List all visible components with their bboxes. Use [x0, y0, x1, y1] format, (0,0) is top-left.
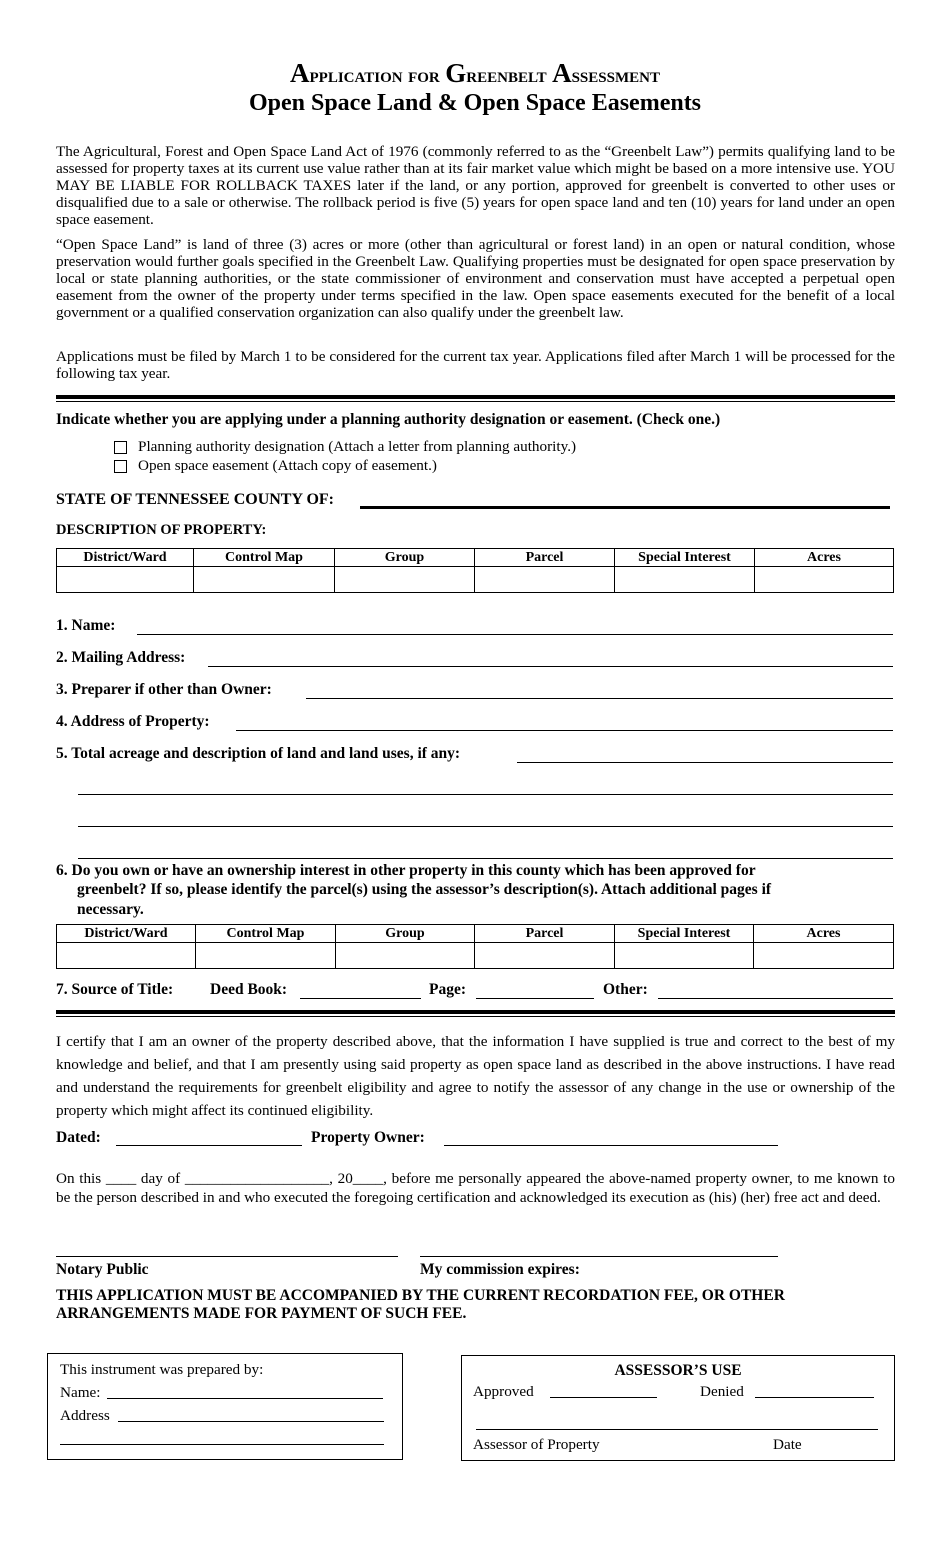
fee-notice: THIS APPLICATION MUST BE ACCOMPANIED BY THE CURRENT RECORDATION FEE, OR OTHER ARRANGEMENTS MADE FOR PAYMENT OF SUCH FEE. [56, 1287, 785, 1322]
dated-input[interactable] [116, 1145, 302, 1146]
table-cell[interactable] [615, 567, 755, 593]
assessor-of-property-label: Assessor of Property [473, 1436, 600, 1453]
deed-book-input[interactable] [300, 998, 421, 999]
divider [56, 401, 895, 402]
col-parcel: Parcel [475, 925, 615, 943]
prepared-address-input-line-2[interactable] [60, 1444, 384, 1445]
col-control-map: Control Map [196, 925, 336, 943]
total-acreage-input-line-3[interactable] [78, 826, 893, 827]
property-description-table [56, 548, 894, 593]
denied-input[interactable] [755, 1397, 874, 1398]
county-input[interactable] [360, 506, 890, 509]
col-group: Group [335, 549, 475, 567]
page-input[interactable] [476, 998, 594, 999]
option-planning-authority[interactable] [114, 438, 576, 456]
table-cell[interactable] [754, 943, 894, 969]
checkbox[interactable] [114, 441, 127, 454]
col-acres: Acres [755, 549, 894, 567]
commission-expires-label: My commission expires: [420, 1261, 580, 1278]
table-cell[interactable] [196, 943, 336, 969]
option-open-space-easement[interactable] [114, 457, 437, 475]
approved-label: Approved [473, 1383, 534, 1400]
col-special-interest: Special Interest [615, 925, 754, 943]
col-parcel: Parcel [475, 549, 615, 567]
table-cell[interactable] [336, 943, 475, 969]
total-acreage-input[interactable] [517, 762, 893, 763]
description-label: DESCRIPTION OF PROPERTY: [56, 522, 267, 538]
deed-book-label: Deed Book: [210, 981, 288, 998]
table-cell[interactable] [57, 567, 194, 593]
assessor-signature-input[interactable] [476, 1429, 878, 1430]
table-cell[interactable] [194, 567, 335, 593]
total-acreage-input-line-2[interactable] [78, 794, 893, 795]
property-owner-input[interactable] [444, 1145, 778, 1146]
table-cell[interactable] [475, 943, 615, 969]
property-address-label: 4. Address of Property: [56, 713, 210, 730]
preparer-label: 3. Preparer if other than Owner: [56, 681, 272, 698]
mailing-address-input[interactable] [208, 666, 893, 667]
name-label: 1. Name: [56, 617, 116, 634]
divider [56, 1016, 895, 1017]
source-of-title-label: 7. Source of Title: [56, 981, 174, 998]
option-label: Open space easement (Attach copy of easement.) [138, 457, 437, 474]
other-property-question: 6. Do you own or have an ownership interest in other property in this county which has been approved for [56, 862, 756, 879]
total-acreage-label: 5. Total acreage and description of land and land uses, if any: [56, 745, 461, 762]
prepared-name-label: Name: [60, 1384, 101, 1401]
mailing-address-label: 2. Mailing Address: [56, 649, 186, 666]
intro-paragraph-1: The Agricultural, Forest and Open Space Land Act of 1976 (commonly referred to as the “Greenbelt Law”) permits qualifying land to be assessed for property taxes at its current use value rather than at its fair market value which might be based on a more intensive use. YOU MAY BE LIABLE FOR ROLLBACK TAXES later if the land, or any portion, approved for greenbelt is converted to other uses or disqualified due to a sale or otherwise. The rollback period is five (5) years for open space land and ten (10) years for land under an open space easement. [56, 143, 895, 228]
form-title: Application for Greenbelt Assessment [290, 58, 660, 88]
col-group: Group [336, 925, 475, 943]
notary-text: On this ____ day of ___________________, 20____, before me personally appeared the above-named property owner, to me known to be the person described in and who executed the foregoing certification and acknowledged its execution as (his) (her) free act and deed. [56, 1170, 895, 1206]
denied-label: Denied [700, 1383, 744, 1400]
other-property-question-line-3: necessary. [77, 901, 144, 918]
checkbox[interactable] [114, 460, 127, 473]
other-input[interactable] [658, 998, 893, 999]
other-property-question-line-2: greenbelt? If so, please identify the parcel(s) using the assessor’s description(s). Attach additional pages if [77, 881, 772, 898]
assessor-date-label: Date [773, 1436, 802, 1453]
prepared-by-title: This instrument was prepared by: [60, 1361, 264, 1378]
property-owner-label: Property Owner: [311, 1129, 425, 1146]
table-cell[interactable] [615, 943, 754, 969]
page-label: Page: [429, 981, 467, 998]
approved-input[interactable] [550, 1397, 657, 1398]
prepared-address-input[interactable] [118, 1421, 384, 1422]
table-cell[interactable] [57, 943, 196, 969]
prepared-address-label: Address [60, 1407, 110, 1424]
intro-paragraph-2: “Open Space Land” is land of three (3) acres or more (other than agricultural or forest land) in an open or natural condition, whose preservation would further goals specified in the Greenbelt Law. Qualifying properties must be designated for open space preservation by local or state planning authorities, or the state commissioner of environment and conservation must have accepted a perpetual open easement from the owner of the property under terms specified in the law. Open space easements executed for the benefit of a local government or a qualified conservation organization can also qualify under the greenbelt law. [56, 236, 895, 321]
other-property-table [56, 924, 894, 969]
table-cell[interactable] [755, 567, 894, 593]
form-subtitle: Open Space Land & Open Space Easements [248, 90, 702, 116]
col-district-ward: District/Ward [57, 549, 194, 567]
other-label: Other: [603, 981, 648, 998]
option-label: Planning authority designation (Attach a letter from planning authority.) [138, 438, 577, 455]
commission-expires-input[interactable] [420, 1256, 778, 1257]
preparer-input[interactable] [306, 698, 893, 699]
certification-text: I certify that I am an owner of the property described above, that the information I have supplied is true and correct to the best of my knowledge and belief, and that I am presently using said property as open space land as described in the above instructions. I have read and understand the requirements for greenbelt eligibility and agree to notify the assessor of any change in the use or ownership of the property which might affect its continued eligibility. [56, 1033, 895, 1119]
table-cell[interactable] [475, 567, 615, 593]
intro-paragraph-3: Applications must be filed by March 1 to be considered for the current tax year. Applications filed after March 1 will be processed for the following tax year. [56, 348, 895, 382]
dated-label: Dated: [56, 1129, 101, 1146]
notary-signature-input[interactable] [56, 1256, 398, 1257]
notary-public-label: Notary Public [56, 1261, 149, 1278]
divider [56, 395, 895, 399]
divider [56, 1010, 895, 1014]
application-type-prompt: Indicate whether you are applying under a planning authority designation or easement. (Check one.) [56, 411, 721, 428]
col-acres: Acres [754, 925, 894, 943]
col-district-ward: District/Ward [57, 925, 196, 943]
total-acreage-input-line-4[interactable] [78, 858, 893, 859]
assessor-use-title: ASSESSOR’S USE [614, 1362, 742, 1379]
property-address-input[interactable] [236, 730, 893, 731]
prepared-name-input[interactable] [107, 1398, 383, 1399]
table-cell[interactable] [335, 567, 475, 593]
col-control-map: Control Map [194, 549, 335, 567]
col-special-interest: Special Interest [615, 549, 755, 567]
county-label: STATE OF TENNESSEE COUNTY OF: [56, 491, 334, 508]
name-input[interactable] [137, 634, 893, 635]
